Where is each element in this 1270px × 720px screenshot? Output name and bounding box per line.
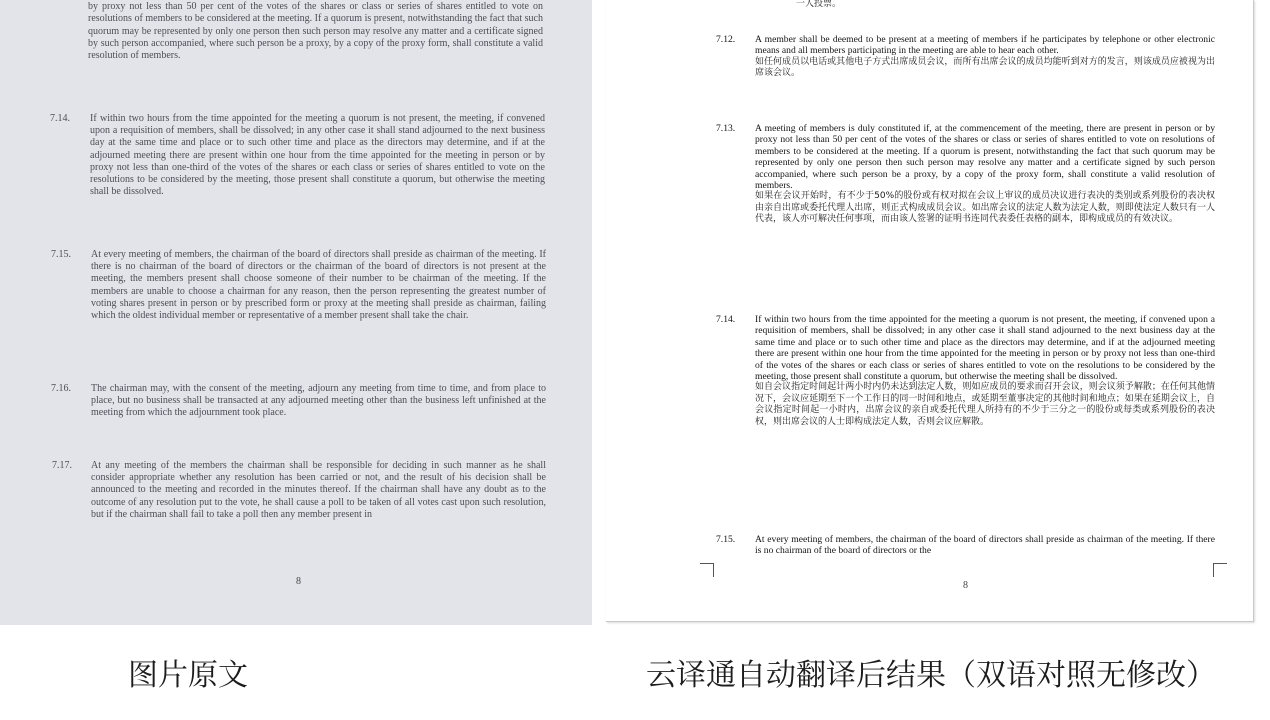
clause-chinese: 如果在会议开始时，有不少于50%的股份或有权对拟在会议上审议的成员决议进行表决的类别或系列股份的表决权由亲自出席或委托代理人出席，则正式构成成员会议。如出席会议的法定人数为法定人数，则即使法定人数只有一人代表，该人亦可解决任何事项，而由该人签署的证明书连同代表委任表格的副本，即构成成员的有效决议。 [755,191,1215,225]
clause-7-13 [716,123,1216,303]
clause-7-13 [47,0,547,87]
clause-7-14 [50,113,550,233]
clause-number: 7.15. [716,534,736,545]
caption-translated: 云译通自动翻译后结果（双语对照无修改） [646,658,1216,693]
clause-text: At every meeting of members, the chairman of the board of directors shall preside as chairman of the meeting. If there is no chairman of the board of directors or the chairman of the board of directors is not present at the meeting, the members present shall choose someone of their number to be chairman of the meeting. If the members are unable to choose a chairman for any reason, then the person representing the greatest number of voting shares present in person or by prescribed form or proxy at the meeting shall preside as chairman, failing which the oldest individual member or representative of a member present shall take the chair. [91,249,546,322]
translated-document-page [606,0,1254,622]
clause-7-16 [51,383,551,445]
clause-number: 7.13. [716,123,736,134]
original-document-page [0,0,592,625]
clause-english: A member shall be deemed to be present at a meeting of members if he participates by telephone or other electronic means and all members participating in the meeting are able to hear each other. [755,34,1215,57]
clause-number [47,0,67,1]
crop-mark-right [1213,563,1227,577]
clause-7-15 [51,249,551,369]
clause-number: 7.12. [716,34,736,45]
clause-english: At every meeting of members, the chairman of the board of directors shall preside as chairman of the meeting. If there is no chairman of the board of directors or the [755,534,1215,557]
clause-7-12 [716,34,1216,108]
clause-english: A meeting of members is duly constituted if, at the commencement of the meeting, there are present in person or by proxy not less than 50 per cent of the votes of the shares or class or series of shares entitled to vote on resolutions of members to be considered at the meeting. If a quorum is present, notwithstanding the fact that such quorum may be represented by only one person then such person may resolve any matter and a certificate signed by such person accompanied, where such person be a proxy, by a copy of the proxy form, shall constitute a valid resolution of members. [755,123,1215,192]
clause-7-17 [52,460,552,552]
clause-number: 7.14. [50,113,70,124]
clause-number: 7.14. [716,314,736,325]
top-fragment: 一人投票。 [796,0,842,9]
clause-text: by proxy not less than 50 per cent of the votes of the shares or class or series of shares entitled to vote on resolutions of members to be considered at the meeting. If a quorum is present, notwithstanding the fact that such quorum may be represented by only one person then such person may resolve any matter and a certificate signed by such person accompanied, where such person be a proxy, by a copy of the proxy form, shall constitute a valid resolution of members. [88,1,543,62]
clause-chinese: 如自会议指定时间起计两小时内仍未达到法定人数，则如应成员的要求而召开会议，则会议须予解散；在任何其他情况下，会议应延期至下一个工作日的同一时间和地点，或延期至董事决定的其他时间和地点；如果在延期会议上，自会议指定时间起一小时内，出席会议的亲自或委托代理人所持有的不少于三分之一的股份或每类或系列股份的表决权，则出席会议的人士即构成法定人数，否则会议应解散。 [755,382,1215,427]
clause-7-15 [716,534,1216,560]
clause-text: The chairman may, with the consent of the meeting, adjourn any meeting from time to time, and from place to place, but no business shall be transacted at any adjourned meeting other than the business left unfinished at the meeting from which the adjournment took place. [91,383,546,419]
clause-number: 7.15. [51,249,71,260]
clause-text: If within two hours from the time appointed for the meeting a quorum is not present, the meeting, if convened upon a requisition of members, shall be dissolved; in any other case it shall stand adjourned to the next business day at the same time and place or to such other time and place as the directors may determine, and if at the adjourned meeting there are present within one hour from the time appointed for the meeting in person or by proxy not less than one-third of the votes of the shares or each class or series of shares entitled to vote on the resolutions to be considered by the meeting, those present shall constitute a quorum, but otherwise the meeting shall be dissolved. [90,113,545,198]
clause-number: 7.17. [52,460,72,471]
page-number: 8 [296,576,301,587]
clause-chinese: 如任何成员以电话或其他电子方式出席成员会议，而所有出席会议的成员均能听到对方的发言，则该成员应被视为出席该会议。 [755,56,1215,79]
clause-english: If within two hours from the time appointed for the meeting a quorum is not present, the meeting, if convened upon a requisition of members, shall be dissolved; in any other case it shall stand adjourned to the next business day at the same time and place or to such other time and place as the directors may determine, and if at the adjourned meeting there are present within one hour from the time appointed for the meeting in person or by proxy not less than one-third of the votes of the shares or each class or series of shares entitled to vote on the resolutions to be considered by the meeting, those present shall constitute a quorum, but otherwise the meeting shall be dissolved. [755,314,1215,383]
clause-text: At any meeting of the members the chairman shall be responsible for deciding in such manner as he shall consider appropriate whether any resolution has been carried or not, and the result of his decision shall be announced to the meeting and recorded in the minutes thereof. If the chairman shall have any doubt as to the outcome of any resolution put to the vote, he shall cause a poll to be taken of all votes cast upon such resolution, but if the chairman shall fail to take a poll then any member present in [91,460,546,520]
clause-7-14 [716,314,1216,522]
page-number: 8 [963,580,968,591]
caption-original: 图片原文 [128,658,248,693]
crop-mark-left [700,563,714,577]
clause-number: 7.16. [51,383,71,394]
